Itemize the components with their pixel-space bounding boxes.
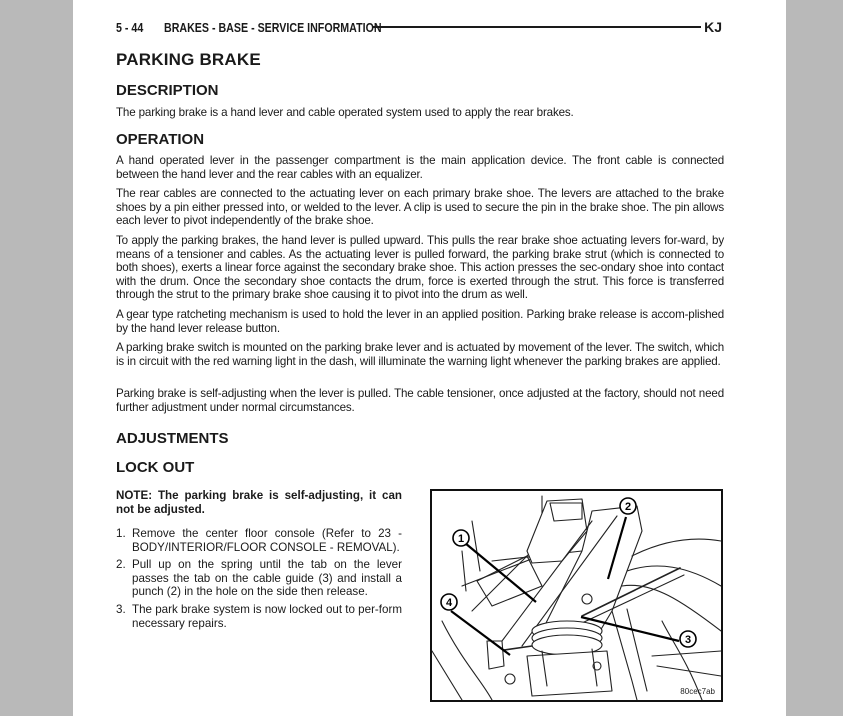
callout-3-label: 3 <box>684 634 692 646</box>
step-text: Remove the center floor console (Refer to 23 - BODY/INTERIOR/FLOOR CONSOLE - REMOVAL). <box>132 527 402 554</box>
lock-out-heading: LOCK OUT <box>116 459 195 476</box>
callout-4-label: 4 <box>445 597 453 609</box>
callout-4-leader <box>451 611 510 655</box>
parking-brake-illustration <box>432 491 721 700</box>
operation-paragraph: A parking brake switch is mounted on the parking brake lever and is actuated by movement of the lever. The switch, which is in circuit with the red warning light in the dash, will illuminate the warning light whenever the parking brakes are applied. <box>116 341 724 368</box>
description-heading: DESCRIPTION <box>116 82 219 99</box>
operation-heading: OPERATION <box>116 131 205 148</box>
callout-1-leader <box>465 543 536 602</box>
procedure-step <box>116 558 402 599</box>
operation-paragraph: To apply the parking brakes, the hand lever is pulled upward. This pulls the rear brake shoe actuating levers for-ward, by means of a tensioner and cables. As the actuating lever is pulled forward, the parking brake strut (which is connected to both shoes), exerts a linear force against the secondary brake shoe. This action presses the sec-ondary shoe into contact with the drum. Once the secondary shoe contacts the drum, force is exerted through the strut. This force is transferred through the strut to the primary brake shoe causing it to pivot into the drum as well. <box>116 234 724 302</box>
manual-page <box>73 0 786 716</box>
operation-paragraph: The rear cables are connected to the actuating lever on each primary brake shoe. The levers are attached to the brake shoes by a pin either pressed into, or welded to the lever. A clip is used to secure the pin in the brake shoe. The pin allows each lever to pivot independently of the brake shoe. <box>116 187 724 228</box>
description-paragraph: The parking brake is a hand lever and cable operated system used to apply the rear brakes. <box>116 106 574 119</box>
parking-brake-figure <box>430 489 723 702</box>
procedure-steps <box>116 527 402 630</box>
page-header <box>116 18 722 36</box>
model-code: KJ <box>704 19 722 35</box>
operation-paragraph: A gear type ratcheting mechanism is used to hold the lever in an applied position. Parking brake release is accom-plished by the hand lever release button. <box>116 308 724 335</box>
step-text: The park brake system is now locked out to per-form necessary repairs. <box>132 602 402 630</box>
callout-2-label: 2 <box>624 501 632 513</box>
operation-paragraph: Parking brake is self-adjusting when the lever is pulled. The cable tensioner, once adjusted at the factory, should not need further adjustment under normal circumstances. <box>116 387 724 414</box>
header-rule <box>373 26 701 28</box>
lock-out-column <box>116 489 402 634</box>
step-number: 3. <box>116 602 126 616</box>
figure-id: 80cec7ab <box>680 687 715 696</box>
adjustments-heading: ADJUSTMENTS <box>116 430 229 447</box>
note-text: NOTE: The parking brake is self-adjusting, it can not be adjusted. <box>116 489 402 516</box>
operation-paragraph: A hand operated lever in the passenger compartment is the main application device. The front cable is connected between the hand lever and the rear cables with an equalizer. <box>116 154 724 181</box>
section-title: BRAKES - BASE - SERVICE INFORMATION <box>164 19 382 35</box>
step-number: 1. <box>116 527 126 540</box>
page-number: 5 - 44 <box>116 19 144 35</box>
step-number: 2. <box>116 558 126 572</box>
procedure-step <box>116 527 402 554</box>
callout-1-label: 1 <box>457 533 465 545</box>
procedure-step <box>116 603 402 630</box>
step-text: Pull up on the spring until the tab on the lever passes the tab on the cable guide (3) and install a punch (2) in the hole on the side then release. <box>132 558 402 599</box>
page-title: PARKING BRAKE <box>116 50 261 69</box>
